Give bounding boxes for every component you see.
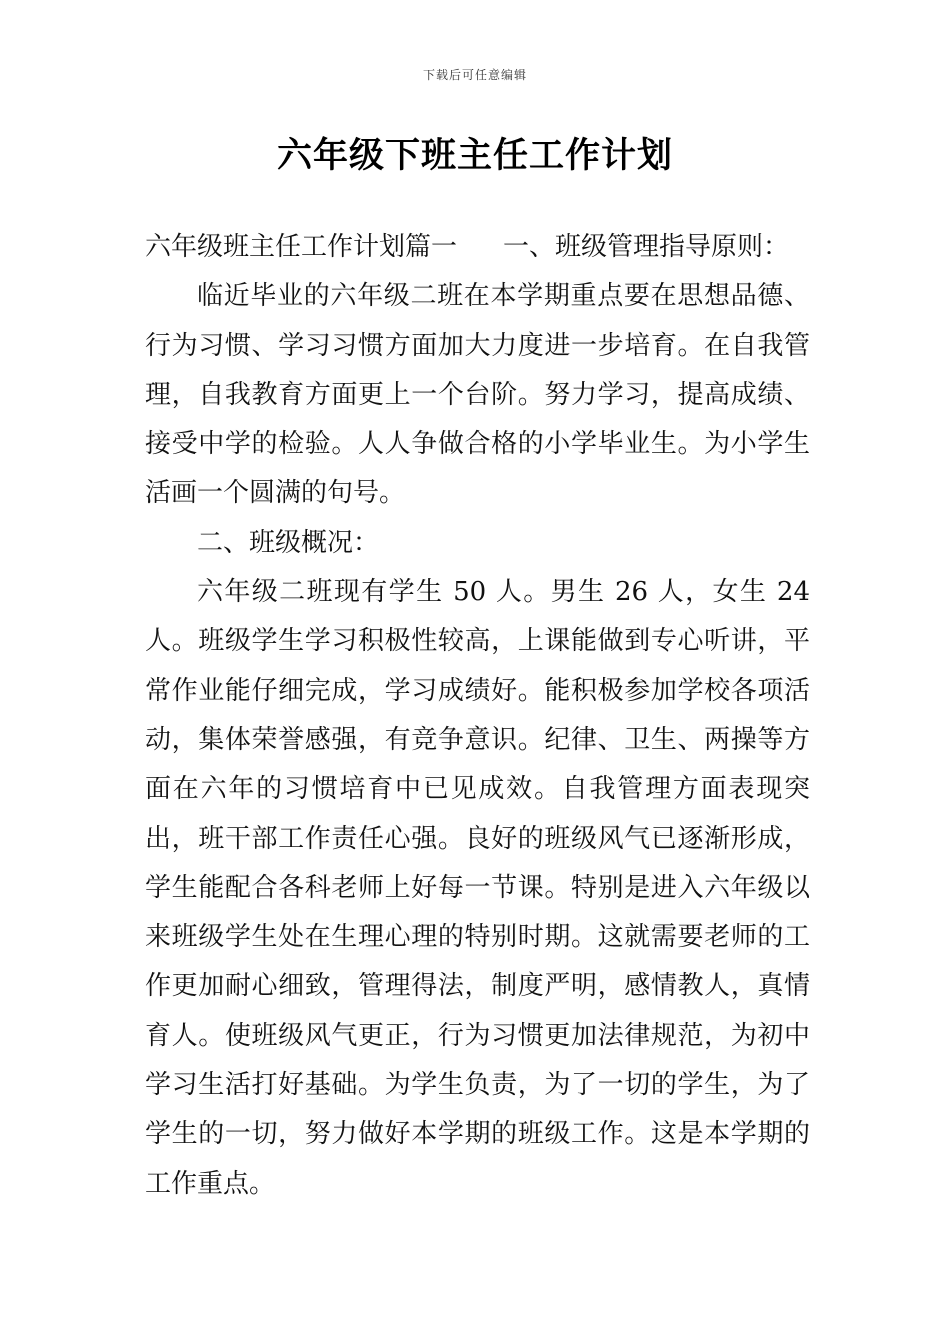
intro-line xyxy=(145,223,810,272)
header-note: 下载后可任意编辑 xyxy=(422,68,527,82)
section-heading-principles: 一、班级管理指导原则： xyxy=(503,232,790,262)
document-title: 六年级下班主任工作计划 xyxy=(276,135,673,176)
document-body xyxy=(145,223,810,1209)
section-heading-class-overview: 二、班级概况： xyxy=(197,527,380,558)
paragraph-principles: 临近毕业的六年级二班在本学期重点要在思想品德、行为习惯、学习习惯方面加大力度进一步培育。在自我管理，自我教育方面更上一个台阶。努力学习，提高成绩、接受中学的检验。人人争做合格的小学毕业生。为小学生活画一个圆满的句号。 xyxy=(145,281,810,509)
section-heading-article: 六年级班主任工作计划篇一 xyxy=(145,232,458,262)
paragraph-class-overview: 六年级二班现有学生 50 人。男生 26 人，女生 24 人。班级学生学习积极性较高，上课能做到专心听讲，平常作业能仔细完成，学习成绩好。能积极参加学校各项活动，集体荣誉感强，有竞争意识。纪律、卫生、两操等方面在六年的习惯培育中已见成效。自我管理方面表现突出，班干部工作责任心强。良好的班级风气已逐渐形成，学生能配合各科老师上好每一节课。特别是进入六年级以来班级学生处在生理心理的特别时期。这就需要老师的工作更加耐心细致，管理得法，制度严明，感情教人，真情育人。使班级风气更正，行为习惯更加法律规范，为初中学习生活打好基础。为学生负责，为了一切的学生，为了学生的一切，努力做好本学期的班级工作。这是本学期的工作重点。 xyxy=(145,577,810,1199)
